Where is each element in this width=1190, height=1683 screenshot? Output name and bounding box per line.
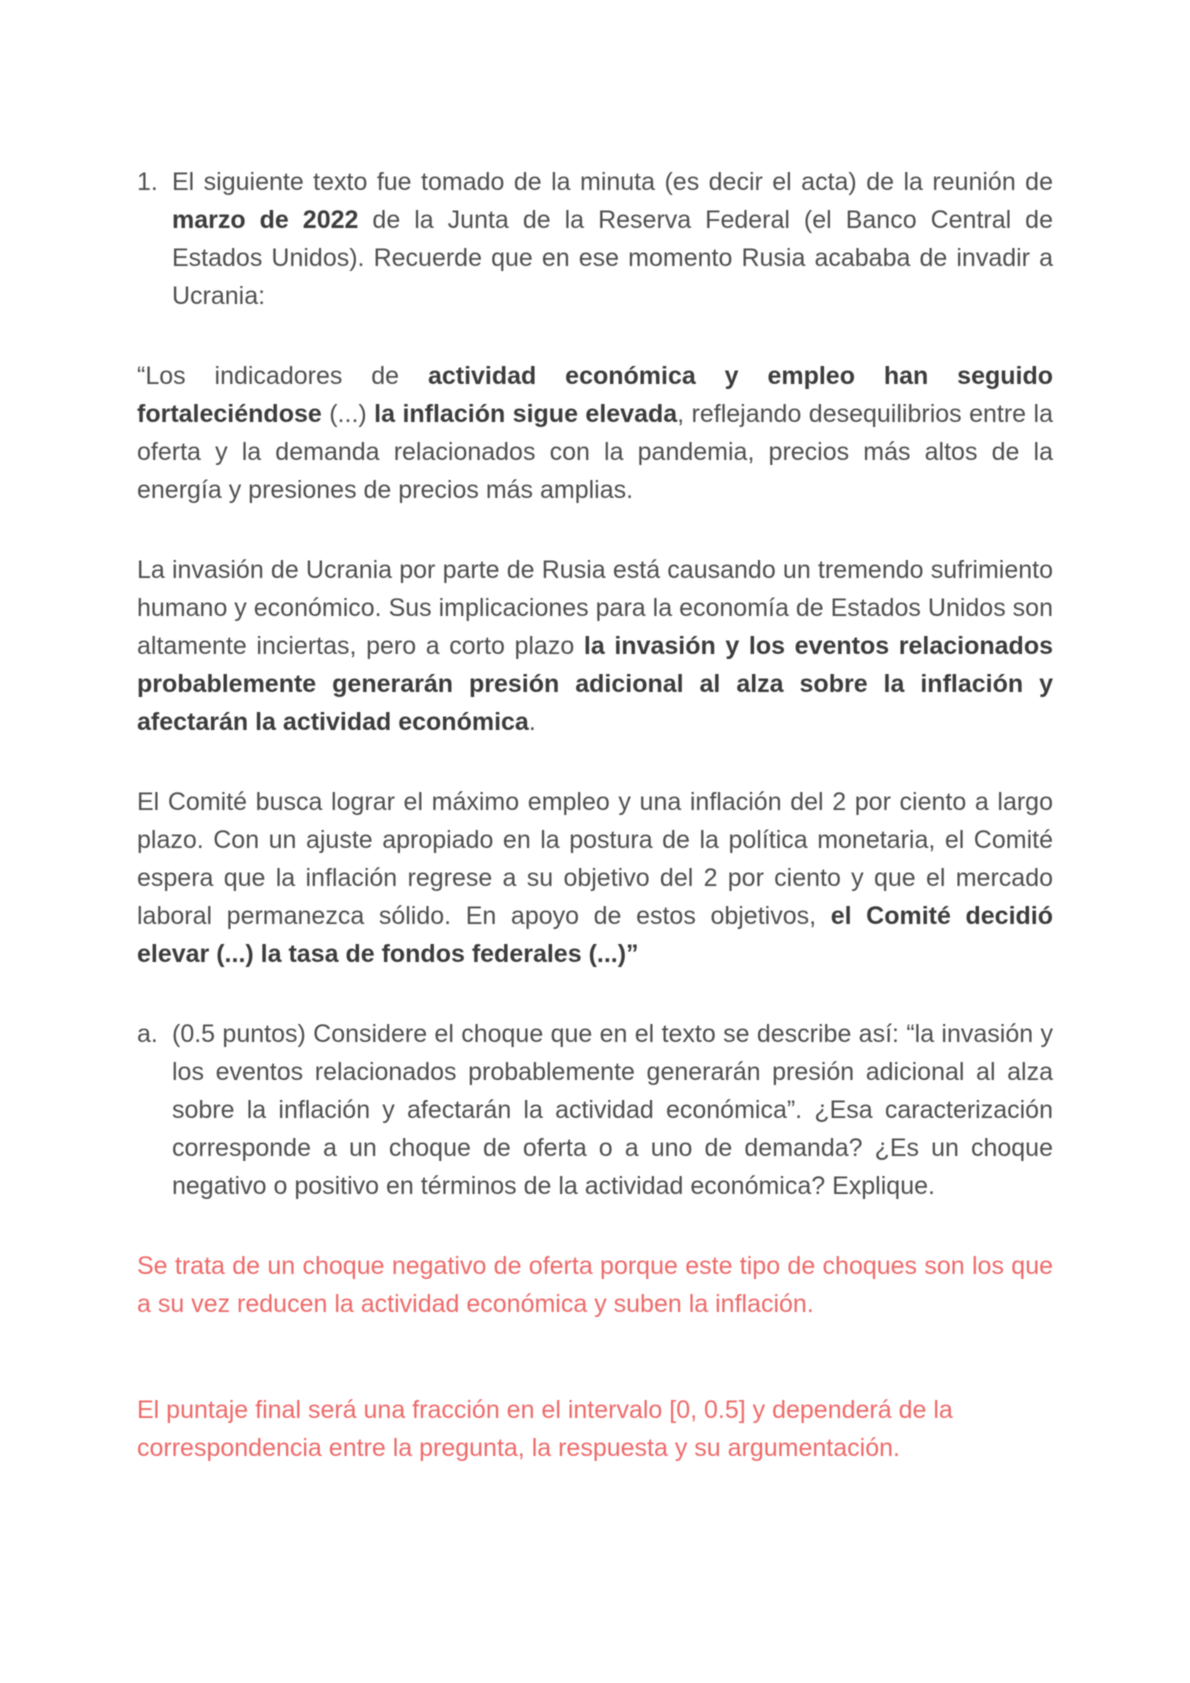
- question-item-a: [137, 1015, 1053, 1205]
- text-segment: “Los indicadores de: [137, 362, 428, 390]
- item-1-number: 1.: [137, 168, 158, 196]
- quote-paragraph-3: [137, 783, 1053, 973]
- quote-paragraph-2: [137, 551, 1053, 741]
- text-segment-bold: el Comité decidió elevar (...) la tasa de fondos federales (...)”: [137, 902, 1054, 968]
- text-segment: de la Junta de la Reserva Federal (el Banco Central de Estados Unidos). Recuerde que en ese momento Rusia acababa de invadir a Ucrania:: [172, 206, 1053, 310]
- text-segment: .: [528, 708, 536, 736]
- text-segment: (...): [321, 400, 375, 428]
- text-segment: La invasión de Ucrania por parte de Rusia está causando un tremendo sufrimiento humano y económico. Sus implicaciones para la economía de Estados Unidos son altamente inciertas, pero a corto plazo: [137, 556, 1053, 660]
- text-segment: El Comité busca lograr el máximo empleo y una inflación del 2 por ciento a largo plazo. Con un ajuste apropiado en la postura de la política monetaria, el Comité espera que la inflación regrese a su objetivo del 2 por ciento y que el mercado laboral permanezca sólido. En apoyo de estos objetivos,: [137, 788, 1053, 930]
- text-segment-bold: la invasión y los eventos relacionados probablemente generarán presión adicional al alza sobre la inflación y afectarán la actividad económica: [137, 632, 1053, 736]
- text-segment-bold: marzo de 2022: [172, 206, 359, 234]
- item-1-text: [172, 163, 1053, 315]
- item-a-text: [172, 1015, 1053, 1205]
- text-segment: , reflejando desequilibrios entre la oferta y la demanda relacionados con la pandemia, precios más altos de la energía y presiones de precios más amplias.: [137, 400, 1053, 504]
- text-segment: El siguiente texto fue tomado de la minuta (es decir el acta) de la reunión de: [172, 168, 1053, 196]
- text-segment: (0.5 puntos) Considere el choque que en el texto se describe así: “la invasión y los eventos relacionados probablemente generarán presión adicional al alza sobre la inflación y afectarán la actividad económica”. ¿Esa caracterización corresponde a un choque de oferta o a uno de demanda? ¿Es un choque negativo o positivo en términos de la actividad económica? Explique.: [172, 1020, 1053, 1200]
- item-a-letter: a.: [137, 1020, 158, 1048]
- text-segment-bold: actividad económica y empleo han seguido fortaleciéndose: [137, 362, 1054, 428]
- quote-paragraph-1: [137, 357, 1053, 509]
- text-segment-bold: la inflación sigue elevada: [374, 400, 678, 428]
- answer-text-red: Se trata de un choque negativo de oferta porque este tipo de choques son los que a su vez reducen la actividad económica y suben la inflación.: [137, 1252, 1053, 1318]
- list-item-1: [137, 163, 1053, 315]
- grading-note-red: El puntaje final será una fracción en el intervalo [0, 0.5] y dependerá de la correspondencia entre la pregunta, la respuesta y su argumentación.: [137, 1396, 953, 1462]
